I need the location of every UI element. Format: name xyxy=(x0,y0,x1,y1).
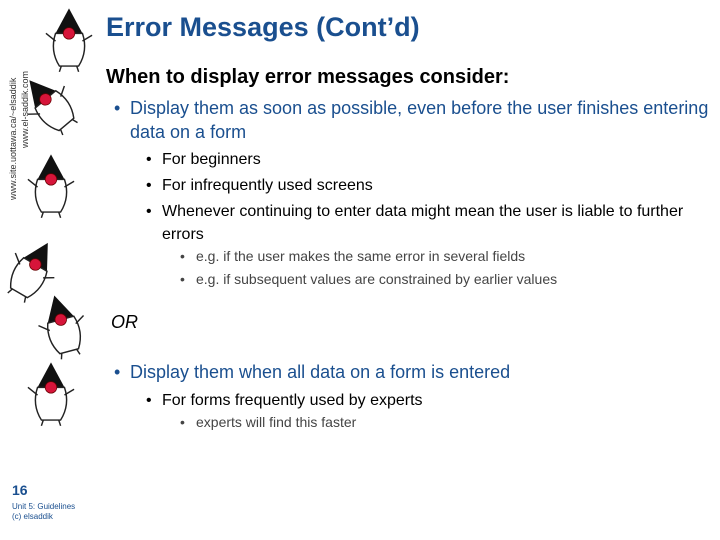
bullet-level1 xyxy=(114,360,714,384)
bullet-marker: • xyxy=(180,271,185,287)
java-duke-mascot-icon xyxy=(30,287,97,369)
footer-unit-label: Unit 5: Guidelines xyxy=(12,502,76,511)
bullet-level3 xyxy=(180,269,700,289)
bullet-text: For beginners xyxy=(162,151,261,168)
bullet-level3 xyxy=(180,246,700,266)
bullet-marker: • xyxy=(180,248,185,264)
bullet-level2 xyxy=(146,174,706,197)
slide-number: 16 xyxy=(12,482,28,498)
bullet-level1 xyxy=(114,96,714,144)
bullet-text: For infrequently used screens xyxy=(162,177,373,194)
bullet-text: Display them as soon as possible, even before the user finishes entering data on a form xyxy=(130,98,709,142)
bullet-text: e.g. if subsequent values are constrained by earlier values xyxy=(196,271,558,287)
java-duke-mascot-icon xyxy=(26,360,76,432)
bullet-text: Whenever continuing to enter data might mean the user is liable to further errors xyxy=(162,203,684,243)
bullet-text: experts will find this faster xyxy=(196,414,357,430)
bullet-level2 xyxy=(146,148,706,171)
sidebar-url-elsaddik: www.el-saddik.com xyxy=(20,70,30,148)
page-title: Error Messages (Cont’d) xyxy=(106,12,420,42)
bullet-marker: • xyxy=(114,362,121,382)
bullet-level3 xyxy=(180,412,700,432)
or-separator: OR xyxy=(111,312,138,332)
bullet-marker: • xyxy=(146,203,152,220)
bullet-text: Display them when all data on a form is entered xyxy=(130,362,511,382)
bullet-text: e.g. if the user makes the same error in several fields xyxy=(196,248,526,264)
bullet-text: For forms frequently used by experts xyxy=(162,392,423,409)
sidebar-urls xyxy=(4,28,46,200)
bullet-marker: • xyxy=(146,151,152,168)
bullet-marker: • xyxy=(114,98,121,118)
bullet-level2 xyxy=(146,200,706,246)
bullet-marker: • xyxy=(180,414,185,430)
footer-copyright: (c) elsaddik xyxy=(12,512,53,521)
sidebar-url-uottawa: www.site.uottawa.ca/~elsaddik xyxy=(8,77,18,200)
bullet-level2 xyxy=(146,389,706,412)
section-heading: When to display error messages consider: xyxy=(106,66,510,88)
bullet-marker: • xyxy=(146,177,152,194)
bullet-marker: • xyxy=(146,392,152,409)
